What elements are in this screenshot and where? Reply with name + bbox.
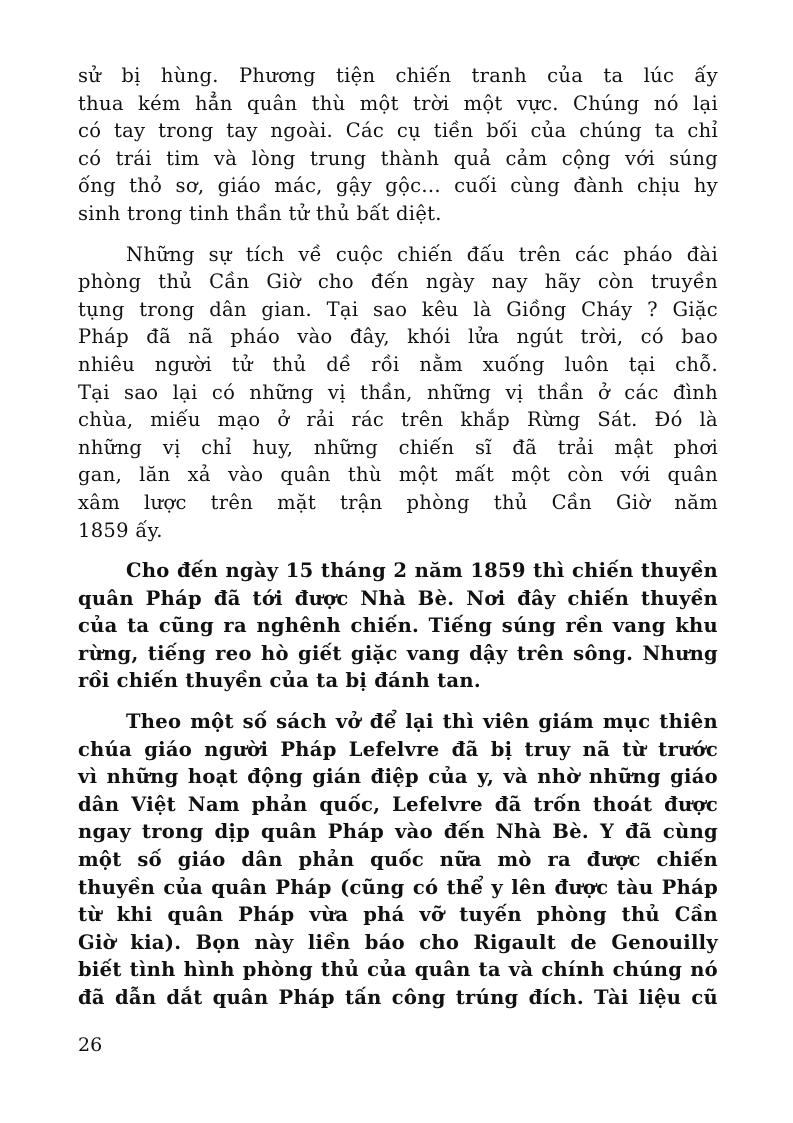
paragraph-4 bbox=[78, 708, 718, 1012]
text-line: thuyền của quân Pháp (cũng có thể y lên được tàu Pháp bbox=[78, 875, 718, 899]
text-line: rồi chiến thuyền của ta bị đánh tan. bbox=[78, 669, 481, 693]
text-line: ngay trong dịp quân Pháp vào đến Nhà Bè. Y đã cùng bbox=[78, 820, 718, 844]
text-line: xâm lược trên mặt trận phòng thủ Cần Giờ năm bbox=[78, 490, 718, 514]
text-line: nhiêu người tử thủ dề rồi nằm xuống luôn tại chỗ. bbox=[78, 352, 718, 376]
text-line: một số giáo dân phản quốc nữa mò ra được chiến bbox=[78, 848, 718, 872]
text-line: tụng trong dân gian. Tại sao kêu là Giồng Cháy ? Giặc bbox=[78, 297, 718, 321]
text-line: ống thỏ sơ, giáo mác, gậy gộc... cuối cùng đành chịu hy bbox=[78, 174, 718, 198]
text-line: dân Việt Nam phản quốc, Lefelvre đã trốn thoát được bbox=[78, 792, 718, 816]
paragraph-3 bbox=[78, 557, 718, 695]
paragraph-1 bbox=[78, 62, 718, 228]
text-line: biết tình hình phòng thủ của quân ta và chính chúng nó bbox=[78, 958, 718, 982]
page-number: 26 bbox=[78, 1034, 103, 1056]
text-line: sinh trong tinh thần tử thủ bất diệt. bbox=[78, 201, 442, 225]
text-line: những vị chỉ huy, những chiến sĩ đã trải mật phơi bbox=[78, 435, 718, 459]
text-line: chùa, miếu mạo ở rải rác trên khắp Rừng Sát. Đó là bbox=[78, 408, 718, 432]
text-line: quân Pháp đã tới được Nhà Bè. Nơi đây chiến thuyền bbox=[78, 586, 718, 610]
paragraph-2 bbox=[78, 241, 718, 545]
text-line: của ta cũng ra nghênh chiến. Tiếng súng rền vang khu bbox=[78, 614, 718, 638]
text-line: gan, lăn xả vào quân thù một mất một còn với quân bbox=[78, 463, 718, 487]
text-line: có trái tim và lòng trung thành quả cảm cộng với súng bbox=[78, 146, 718, 170]
text-line: từ khi quân Pháp vừa phá vỡ tuyến phòng thủ Cần bbox=[78, 903, 718, 927]
text-line: sử bị hùng. Phương tiện chiến tranh của ta lúc ấy bbox=[78, 64, 718, 87]
text-line: Theo một số sách vở để lại thì viên giám mục thiên bbox=[126, 710, 718, 734]
text-line: chúa giáo người Pháp Lefelvre đã bị truy nã từ trước bbox=[78, 737, 718, 761]
text-line: Tại sao lại có những vị thần, những vị thần ở các đình bbox=[78, 380, 718, 404]
text-line: thua kém hẳn quân thù một trời một vực. Chúng nó lại bbox=[78, 91, 718, 115]
text-line: đã dẫn dắt quân Pháp tấn công trúng đích. Tài liệu cũ bbox=[78, 986, 718, 1009]
text-line: rừng, tiếng reo hò giết giặc vang dậy trên sông. Nhưng bbox=[78, 641, 718, 665]
text-line: Pháp đã nã pháo vào đây, khói lửa ngút trời, có bao bbox=[78, 325, 718, 349]
text-line: có tay trong tay ngoài. Các cụ tiền bối của chúng ta chỉ bbox=[78, 119, 718, 143]
page-body bbox=[78, 62, 718, 1025]
text-line: phòng thủ Cần Giờ cho đến ngày nay hãy còn truyền bbox=[78, 270, 718, 294]
text-line: vì những hoạt động gián điệp của y, và nhờ những giáo bbox=[78, 765, 718, 789]
text-line: Những sự tích về cuộc chiến đấu trên các pháo đài bbox=[126, 242, 718, 266]
text-line: 1859 ấy. bbox=[78, 518, 163, 542]
text-line: Giờ kia). Bọn này liền báo cho Rigault de Genouilly bbox=[78, 930, 718, 954]
text-line: Cho đến ngày 15 tháng 2 năm 1859 thì chiến thuyền bbox=[126, 559, 718, 583]
